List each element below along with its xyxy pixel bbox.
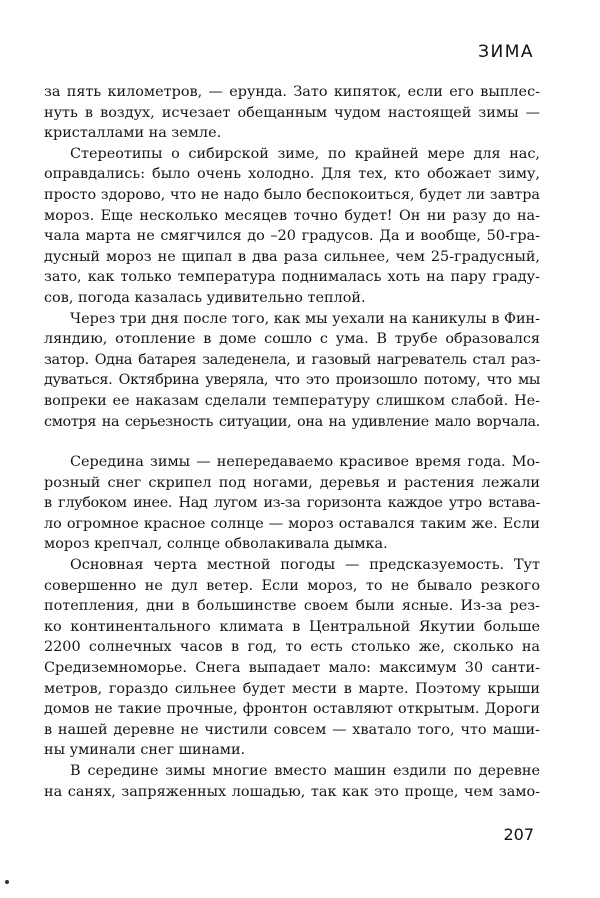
text-line: ло огромное красное солнце — мороз оставался таким же. Если bbox=[44, 515, 540, 532]
text-line: дуваться. Октябрина уверяла, что это произошло потому, что мы bbox=[44, 372, 540, 389]
text-line: дусный мороз не щипал в два раза сильнее, чем 25-градусный, bbox=[44, 248, 540, 265]
text-line: зато, как только температура поднималась хоть на пару граду- bbox=[44, 269, 540, 286]
text-line: домов не такие прочные, фронтон оставляют открытым. Дороги bbox=[44, 701, 540, 718]
text-line: кристаллами на земле. bbox=[44, 125, 222, 142]
text-line: розный снег скрипел под ногами, деревья и растения лежали bbox=[44, 474, 540, 491]
text-line: просто здорово, что не надо было беспокоиться, будет ли завтра bbox=[44, 186, 540, 203]
section-break bbox=[44, 432, 540, 452]
text-line: Основная черта местной погоды — предсказуемость. Тут bbox=[70, 557, 540, 574]
text-line: чала марта не смягчился до –20 градусов. Да и вообще, 50-гра- bbox=[44, 228, 540, 245]
text-line: вопреки ее наказам сделали температуру слишком слабой. Не- bbox=[44, 392, 540, 409]
text-line: метров, гораздо сильнее будет мести в марте. Поэтому крыши bbox=[44, 680, 540, 697]
text-line: В середине зимы многие вместо машин ездили по деревне bbox=[70, 763, 540, 779]
scan-speck bbox=[5, 880, 9, 884]
running-head: ЗИМА bbox=[478, 42, 534, 62]
text-line: смотря на серьезность ситуации, она на удивление мало ворчала. bbox=[44, 413, 540, 430]
text-line: ны уминали снег шинами. bbox=[44, 742, 246, 759]
body-text bbox=[44, 82, 540, 802]
text-line: Через три дня после того, как мы уехали на каникулы в Фин- bbox=[70, 310, 540, 327]
text-line: ляндию, отопление в доме сошло с ума. В трубе образовался bbox=[44, 331, 540, 348]
paragraph bbox=[44, 309, 540, 433]
paragraph bbox=[44, 761, 540, 802]
text-line: нуть в воздух, исчезает обещанным чудом настоящей зимы — bbox=[44, 104, 540, 121]
text-line: мороз крепчал, солнце обволакивала дымка. bbox=[44, 536, 388, 553]
text-line: Стереотипы о сибирской зиме, по крайней мере для нас, bbox=[70, 145, 540, 162]
text-line: в глубоком инее. Над лугом из-за горизонта каждое утро встава- bbox=[44, 495, 540, 512]
text-line: оправдались: было очень холодно. Для тех, кто обожает зиму, bbox=[44, 166, 540, 183]
paragraph bbox=[44, 144, 540, 309]
text-line: совершенно не дул ветер. Если мороз, то не бывало резкого bbox=[44, 577, 540, 594]
text-line: ко континентального климата в Центральной Якутии больше bbox=[44, 618, 540, 635]
text-line: затор. Одна батарея заледенела, и газовый нагреватель стал раз- bbox=[44, 351, 540, 368]
text-line: потепления, дни в большинстве своем были ясные. Из-за рез- bbox=[44, 598, 540, 615]
text-line: 2200 солнечных часов в год, то есть столько же, сколько на bbox=[44, 639, 540, 656]
text-line: в нашей деревне не чистили совсем — хватало того, что маши- bbox=[44, 721, 540, 738]
text-line: мороз. Еще несколько месяцев точно будет! Он ни разу до на- bbox=[44, 207, 540, 224]
page-number: 207 bbox=[503, 825, 534, 844]
text-line: Середина зимы — непередаваемо красивое время года. Мо- bbox=[70, 454, 540, 471]
text-line: на санях, запряженных лошадью, так как это проще, чем замо- bbox=[44, 783, 540, 800]
text-line: Средиземноморье. Снега выпадает мало: максимум 30 санти- bbox=[44, 660, 540, 677]
paragraph bbox=[44, 452, 540, 555]
text-line: за пять километров, — ерунда. Зато кипяток, если его выплес- bbox=[44, 84, 540, 100]
paragraph bbox=[44, 82, 540, 144]
text-line: сов, погода казалась удивительно теплой. bbox=[44, 289, 366, 306]
paragraph bbox=[44, 555, 540, 761]
